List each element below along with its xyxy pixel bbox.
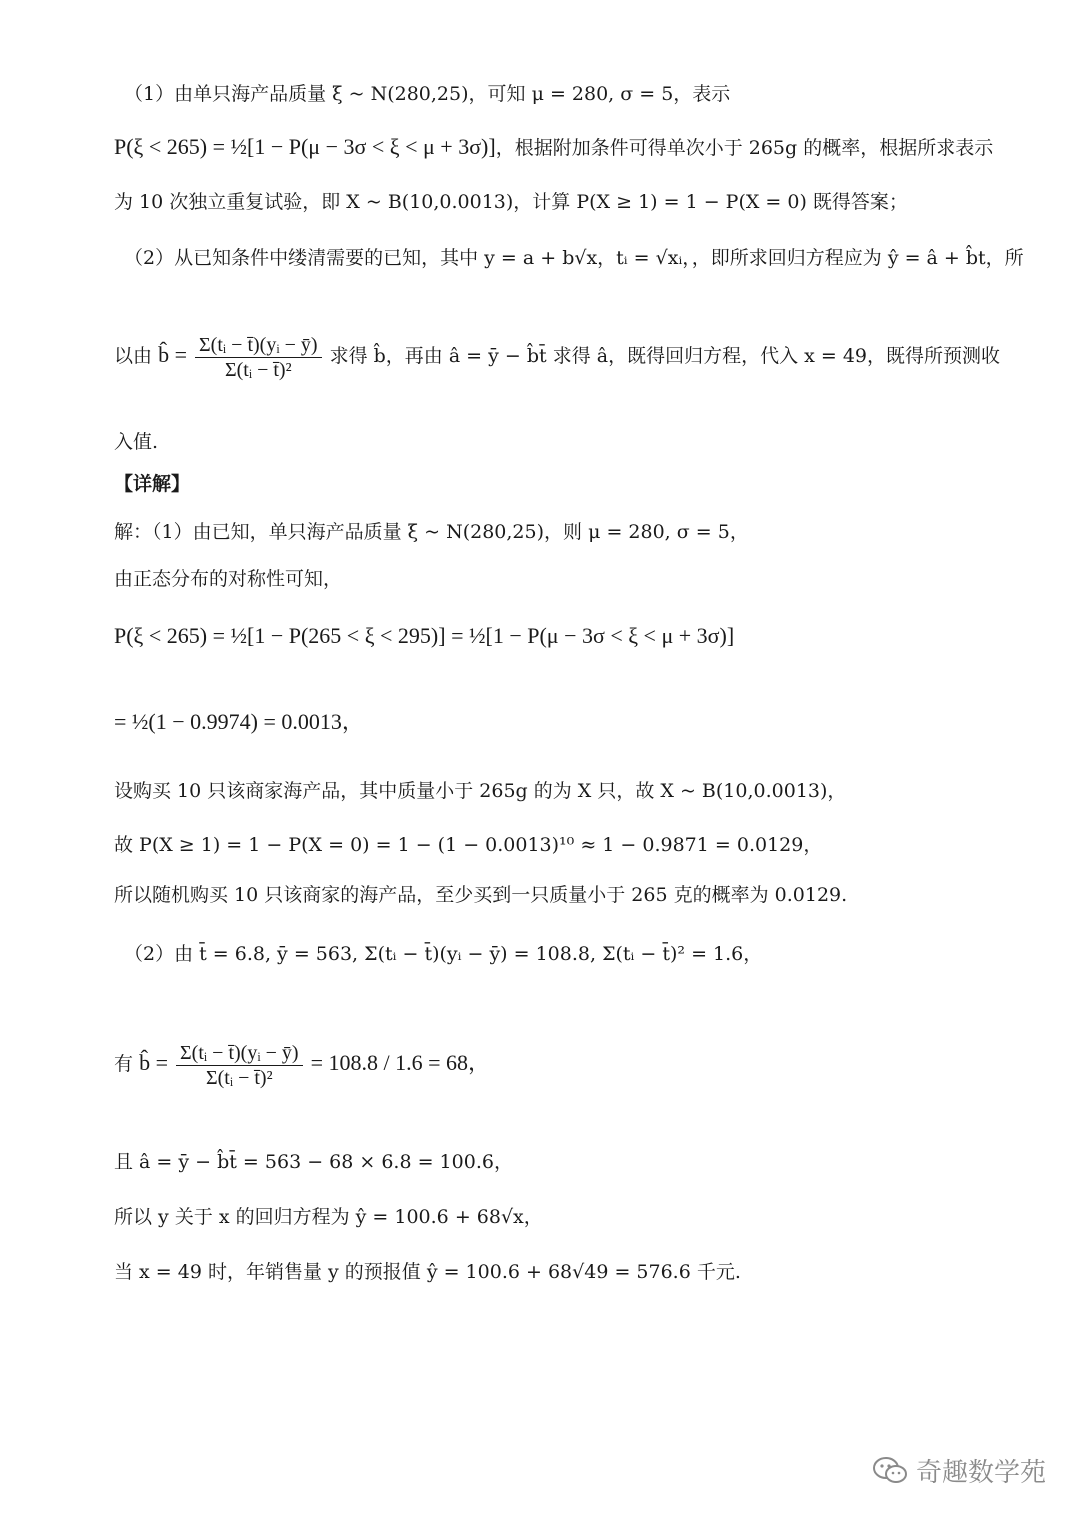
analysis-part2-line2-pre: 以由	[114, 345, 153, 367]
detail-step8: （2）由 t̄ = 6.8, ȳ = 563, Σ(tᵢ − t̄)(yᵢ − ȳ) = 108.8, Σ(tᵢ − t̄)² = 1.6，	[124, 943, 763, 965]
detail-step9-pre: 有	[114, 1053, 134, 1075]
analysis-part1-line1: （1）由单只海产品质量 ξ ~ N(280,25)，可知 μ = 280, σ = 5，表示	[124, 83, 731, 105]
bhat-denominator-2: Σ(tᵢ − t̄)²	[205, 1066, 273, 1089]
watermark	[872, 1452, 1046, 1489]
analysis-part1-line3: 为 10 次独立重复试验，即 X ~ B(10,0.0013)，计算 P(X ≥ 1) = 1 − P(X = 0) 既得答案；	[114, 191, 908, 213]
watermark-text: 奇趣数学苑	[915, 1458, 1046, 1488]
detail-step5: 设购买 10 只该商家海产品，其中质量小于 265g 的为 X 只，故 X ~ B(10,0.0013)，	[114, 780, 847, 802]
wechat-icon	[872, 1456, 908, 1486]
bhat-numerator-2: Σ(tᵢ − t̄)(yᵢ − ȳ)	[176, 1041, 303, 1066]
detail-step4: = ½(1 − 0.9974) = 0.0013，	[114, 709, 364, 734]
bhat-lhs-2: b̂ =	[139, 1050, 168, 1075]
analysis-part2-line3: 入值.	[114, 431, 159, 453]
bhat-denominator: Σ(tᵢ − t̄)²	[224, 358, 292, 381]
bhat-fraction-2	[176, 1041, 303, 1090]
detail-step10: 且 â = ȳ − b̂t̄ = 563 − 68 × 6.8 = 100.6，	[114, 1151, 513, 1173]
detail-step9	[114, 1008, 984, 1118]
detail-step11: 所以 y 关于 x 的回归方程为 ŷ = 100.6 + 68√x，	[114, 1206, 543, 1228]
analysis-part2-line2	[114, 300, 1001, 410]
detail-step2: 由正态分布的对称性可知，	[114, 568, 343, 590]
analysis-part1-line2-text: ，根据附加条件可得单次小于 265g 的概率，根据所求表示	[495, 137, 994, 159]
detail-step7: 所以随机购买 10 只该商家的海产品，至少买到一只质量小于 265 克的概率为 0.0129.	[114, 884, 848, 906]
bhat-numerator: Σ(tᵢ − t̄)(yᵢ − ȳ)	[195, 333, 322, 358]
probability-expression: P(ξ < 265) = ½[1 − P(μ − 3σ < ξ < μ + 3σ)]	[114, 134, 496, 159]
analysis-part2-line1: （2）从已知条件中缕清需要的已知，其中 y = a + b√x，tᵢ = √xᵢ，，即所求回归方程应为 ŷ = â + b̂t，所	[124, 247, 1024, 269]
detail-step12: 当 x = 49 时，年销售量 y 的预报值 ŷ = 100.6 + 68√49 = 576.6 千元.	[114, 1261, 741, 1283]
bhat-fraction	[195, 333, 322, 382]
analysis-part1-line2	[114, 133, 994, 162]
detail-step6: 故 P(X ≥ 1) = 1 − P(X = 0) = 1 − (1 − 0.0013)¹⁰ ≈ 1 − 0.9871 = 0.0129，	[114, 834, 823, 856]
detail-step9-post: = 108.8 / 1.6 = 68，	[310, 1050, 491, 1075]
analysis-part2-line2-post: 求得 b̂，再由 â = ȳ − b̂t̄ 求得 â，既得回归方程，代入 x = 49，既得所预测收	[329, 345, 1001, 367]
detail-step3: P(ξ < 265) = ½[1 − P(265 < ξ < 295)] = ½[1 − P(μ − 3σ < ξ < μ + 3σ)]	[114, 623, 735, 648]
detail-step1: 解：（1）由已知，单只海产品质量 ξ ~ N(280,25)，则 μ = 280, σ = 5，	[114, 521, 749, 543]
bhat-lhs: b̂ =	[158, 342, 187, 367]
detail-heading: 【详解】	[114, 473, 191, 495]
